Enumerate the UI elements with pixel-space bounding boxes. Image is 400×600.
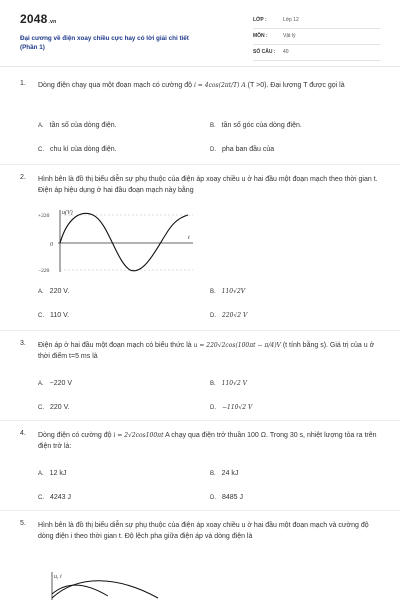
question-text: Hình bên là đồ thị biểu diễn sự phụ thuộc của điện áp xoay chiều u ở hai đầu một đoạn mạch và cường độ dòng điện i theo thời gian t. Độ lệch pha giữa điện áp và dòng điện là <box>38 522 369 540</box>
voltage-time-graph <box>38 206 198 276</box>
meta-row-subject <box>253 30 380 45</box>
brand-name: 2048 <box>20 12 48 26</box>
option-c[interactable]: C. chu kì của dòng điện. <box>38 146 117 153</box>
current-curve <box>52 581 158 598</box>
meta-label: LỚP : <box>253 17 267 23</box>
option-b[interactable]: B. 24 kJ <box>210 470 239 477</box>
meta-value: Lớp 12 <box>283 17 299 23</box>
question-divider <box>0 420 400 421</box>
document-title <box>20 34 245 52</box>
question-number: 3. <box>20 340 26 347</box>
tick-label-bottom: −220 <box>38 268 50 274</box>
option-d[interactable]: D. pha ban đầu của <box>210 146 275 153</box>
question-number: 1. <box>20 80 26 87</box>
math-expression: u = 220√2cos(100πt − π/4)V <box>193 342 281 349</box>
option-b[interactable]: B. tần số góc của dòng điện. <box>210 122 302 129</box>
option-d[interactable]: D. 8485 J <box>210 494 244 501</box>
question-divider <box>0 510 400 511</box>
document-title-line1: Đại cương về điện xoay chiều cực hay có lời giải chi tiết <box>20 35 189 42</box>
option-c[interactable]: C. 220 V. <box>38 404 70 411</box>
question-divider <box>0 330 400 331</box>
option-d[interactable]: D. 220√2 V <box>210 312 248 319</box>
option-a[interactable]: A. 220 V. <box>38 288 70 295</box>
question-number: 2. <box>20 174 26 181</box>
brand-logo[interactable] <box>20 12 56 26</box>
question-number: 4. <box>20 430 26 437</box>
meta-label: SỐ CÂU : <box>253 49 276 55</box>
question-text: Hình bên là đồ thị biểu diễn sự phụ thuộc của điện áp xoay chiều u ở hai đầu một đoạn mạch theo thời gian t. Điện áp hiệu dụng ở hai đầu đoạn mạch này bằng <box>38 176 378 194</box>
y-axis-label: u, i <box>54 574 62 580</box>
brand-suffix: .vn <box>48 19 57 25</box>
page-header <box>0 0 400 64</box>
tick-label-zero: 0 <box>50 242 53 248</box>
option-c[interactable]: C. 4243 J <box>38 494 72 501</box>
header-divider <box>0 66 400 67</box>
question-text: Điện áp ở hai đầu một đoạn mạch có biểu thức là u = 220√2cos(100πt − π/4)V (t tính bằng s). Giá trị của u ở thời điểm t=5 ms là <box>38 342 375 360</box>
option-a[interactable]: A. 12 kJ <box>38 470 67 477</box>
tick-label-top: +220 <box>38 213 50 219</box>
option-b[interactable]: B. 110√2V <box>210 288 246 295</box>
option-c[interactable]: C. 110 V. <box>38 312 70 319</box>
document-meta <box>253 14 380 62</box>
voltage-curve <box>52 585 108 596</box>
option-d[interactable]: D. −110√2 V <box>210 404 253 411</box>
meta-row-class <box>253 14 380 29</box>
meta-label: MÔN : <box>253 33 268 39</box>
question-number: 5. <box>20 520 26 527</box>
option-a[interactable]: A. −220 V <box>38 380 73 387</box>
document-title-line2: (Phần 1) <box>20 44 45 51</box>
question-text: Dòng điện có cường độ i = 2√2cos100πt A chạy qua điện trở thuần 100 Ω. Trong 30 s, nhiệt lượng tỏa ra trên điện trở là: <box>38 432 377 450</box>
question-divider <box>0 164 400 165</box>
meta-value: 40 <box>283 49 289 55</box>
meta-value: Vật lý <box>283 33 296 39</box>
math-expression: i = 2√2cos100πt <box>113 432 164 439</box>
option-b[interactable]: B. 110√2 V <box>210 380 248 387</box>
math-expression: i = 4cos(2πt/T) A <box>193 82 246 89</box>
voltage-curve <box>60 213 188 270</box>
x-axis-label: t <box>188 235 190 241</box>
question-text: Dòng điện chạy qua một đoạn mạch có cường độ i = 4cos(2πt/T) A (T >0). Đại lượng T được gọi là <box>38 82 345 89</box>
option-a[interactable]: A. tần số của dòng điện. <box>38 122 117 129</box>
meta-row-count <box>253 46 380 61</box>
voltage-current-graph <box>38 570 198 600</box>
y-axis-label: u(V) <box>62 210 73 216</box>
